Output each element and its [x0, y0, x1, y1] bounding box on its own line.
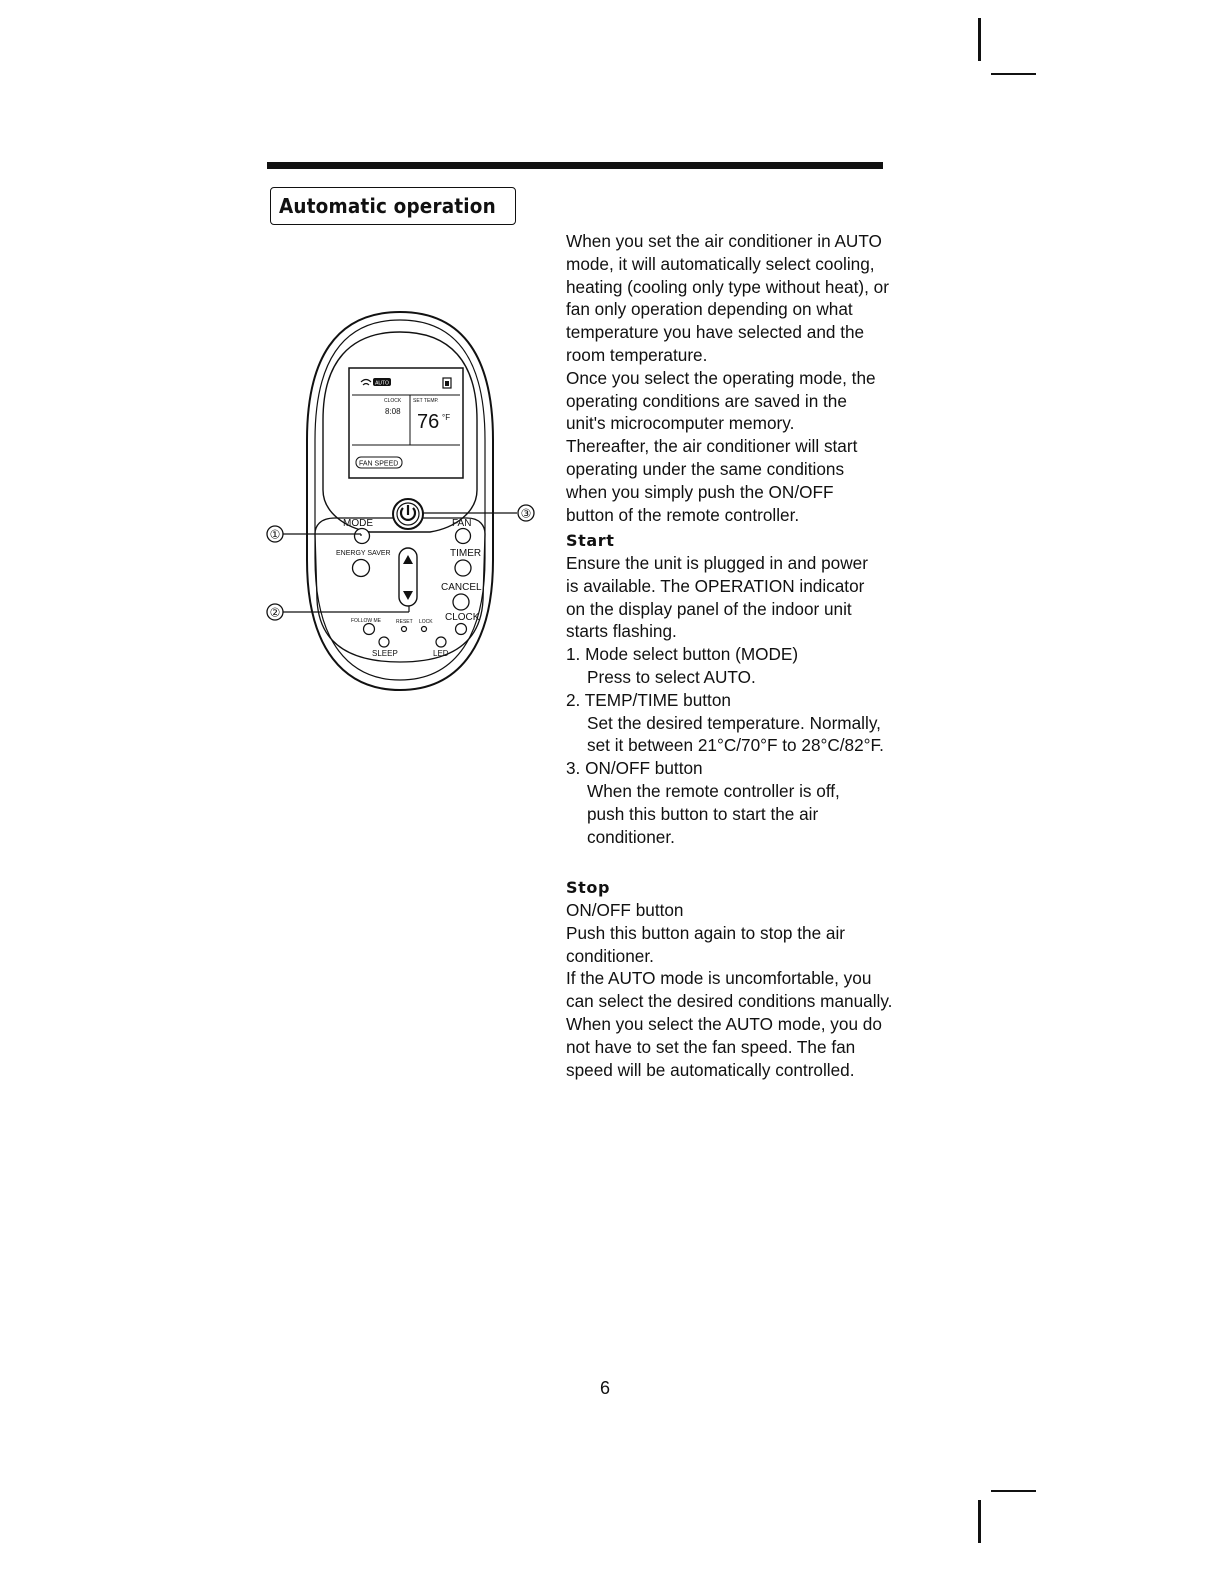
reset-button [402, 627, 407, 632]
energy-saver-button [353, 560, 370, 577]
callout-1: ① [269, 527, 281, 542]
intro-line: temperature you have selected and the [566, 322, 865, 343]
crop-mark-bottom-horizontal [991, 1490, 1036, 1492]
mode-label: MODE [343, 518, 373, 529]
step-2-line: Set the desired temperature. Normally, [587, 712, 881, 733]
callout-2: ② [269, 605, 281, 620]
intro-line: Thereafter, the air conditioner will start [566, 436, 858, 457]
lock-button [422, 627, 427, 632]
stop-line: If the AUTO mode is uncomfortable, you [566, 968, 872, 989]
lcd-clock-label: CLOCK [384, 398, 402, 404]
intro-line: mode, it will automatically select cooling, [566, 253, 875, 274]
lcd-clock-value: 8:08 [385, 407, 401, 416]
sleep-label: SLEEP [372, 649, 398, 658]
stop-heading: Stop [566, 878, 611, 897]
cancel-label: CANCEL [441, 582, 482, 593]
led-label: LED [433, 649, 449, 658]
step-3-title: 3. ON/OFF button [566, 758, 703, 779]
timer-label: TIMER [450, 548, 482, 559]
intro-line: fan only operation depending on what [566, 299, 853, 320]
intro-line: operating conditions are saved in the [566, 390, 847, 411]
led-button [436, 637, 446, 647]
intro-line: button of the remote controller. [566, 504, 800, 525]
step-1-line: Press to select AUTO. [587, 666, 756, 687]
stop-line: When you select the AUTO mode, you do [566, 1013, 882, 1034]
stop-line: Push this button again to stop the air [566, 922, 846, 943]
start-line: Ensure the unit is plugged in and power [566, 553, 868, 573]
stop-line: can select the desired conditions manually. [566, 991, 893, 1012]
section-title-box [270, 187, 516, 225]
signal-icon [361, 380, 371, 386]
crop-mark-bottom-vertical [978, 1500, 981, 1543]
fan-button [456, 529, 471, 544]
lcd-temp-unit: °F [442, 413, 451, 422]
crop-mark-top-vertical [978, 18, 981, 61]
step-3-line: When the remote controller is off, [587, 780, 840, 801]
mode-button [355, 529, 370, 544]
lcd-temp-value: 76 [417, 411, 440, 433]
intro-line: When you set the air conditioner in AUTO [566, 231, 882, 251]
lcd-fan-speed-label: FAN SPEED [359, 460, 399, 468]
intro-line: when you simply push the ON/OFF [566, 481, 834, 502]
start-heading: Start [566, 531, 615, 550]
sleep-button [379, 637, 389, 647]
step-2-title: 2. TEMP/TIME button [566, 689, 731, 710]
clock-label: CLOCK [445, 612, 480, 623]
clock-button [456, 624, 467, 635]
page-number: 6 [600, 1378, 611, 1398]
auto-badge-label: AUTO [375, 380, 389, 387]
start-line: starts flashing. [566, 621, 677, 642]
start-section [566, 530, 936, 848]
lock-label: LOCK [419, 619, 433, 625]
cancel-button [453, 594, 469, 610]
follow-me-label: FOLLOW ME [351, 618, 382, 624]
lcd-set-temp-label: SET TEMP. [413, 398, 439, 404]
reset-label: RESET [396, 619, 413, 625]
crop-mark-top-horizontal [991, 73, 1036, 75]
intro-line: Once you select the operating mode, the [566, 367, 876, 388]
step-2-line: set it between 21°C/70°F to 28°C/82°F. [587, 735, 884, 756]
remote-controller-illustration [255, 300, 545, 700]
stop-line: not have to set the fan speed. The fan [566, 1036, 856, 1057]
step-3-line: push this button to start the air [587, 803, 819, 824]
energy-saver-label: ENERGY SAVER [336, 550, 391, 557]
start-line: is available. The OPERATION indicator [566, 575, 865, 596]
stop-line: speed will be automatically controlled. [566, 1059, 855, 1080]
intro-line: room temperature. [566, 344, 708, 365]
step-1-title: 1. Mode select button (MODE) [566, 644, 799, 665]
callout-3: ③ [520, 506, 532, 521]
step-3-line: conditioner. [587, 826, 675, 847]
intro-line: heating (cooling only type without heat), or [566, 276, 889, 297]
intro-line: unit's microcomputer memory. [566, 413, 795, 434]
start-line: on the display panel of the indoor unit [566, 598, 852, 619]
timer-button [455, 560, 471, 576]
follow-me-button [364, 624, 375, 635]
stop-section [566, 877, 936, 1081]
intro-paragraph [566, 230, 936, 526]
top-rule [267, 162, 883, 169]
battery-icon [443, 378, 451, 388]
intro-line: operating under the same conditions [566, 458, 845, 479]
section-title: Automatic operation [279, 194, 496, 218]
stop-line: conditioner. [566, 945, 654, 966]
fan-label: FAN [452, 518, 472, 529]
stop-line: ON/OFF button [566, 900, 684, 920]
